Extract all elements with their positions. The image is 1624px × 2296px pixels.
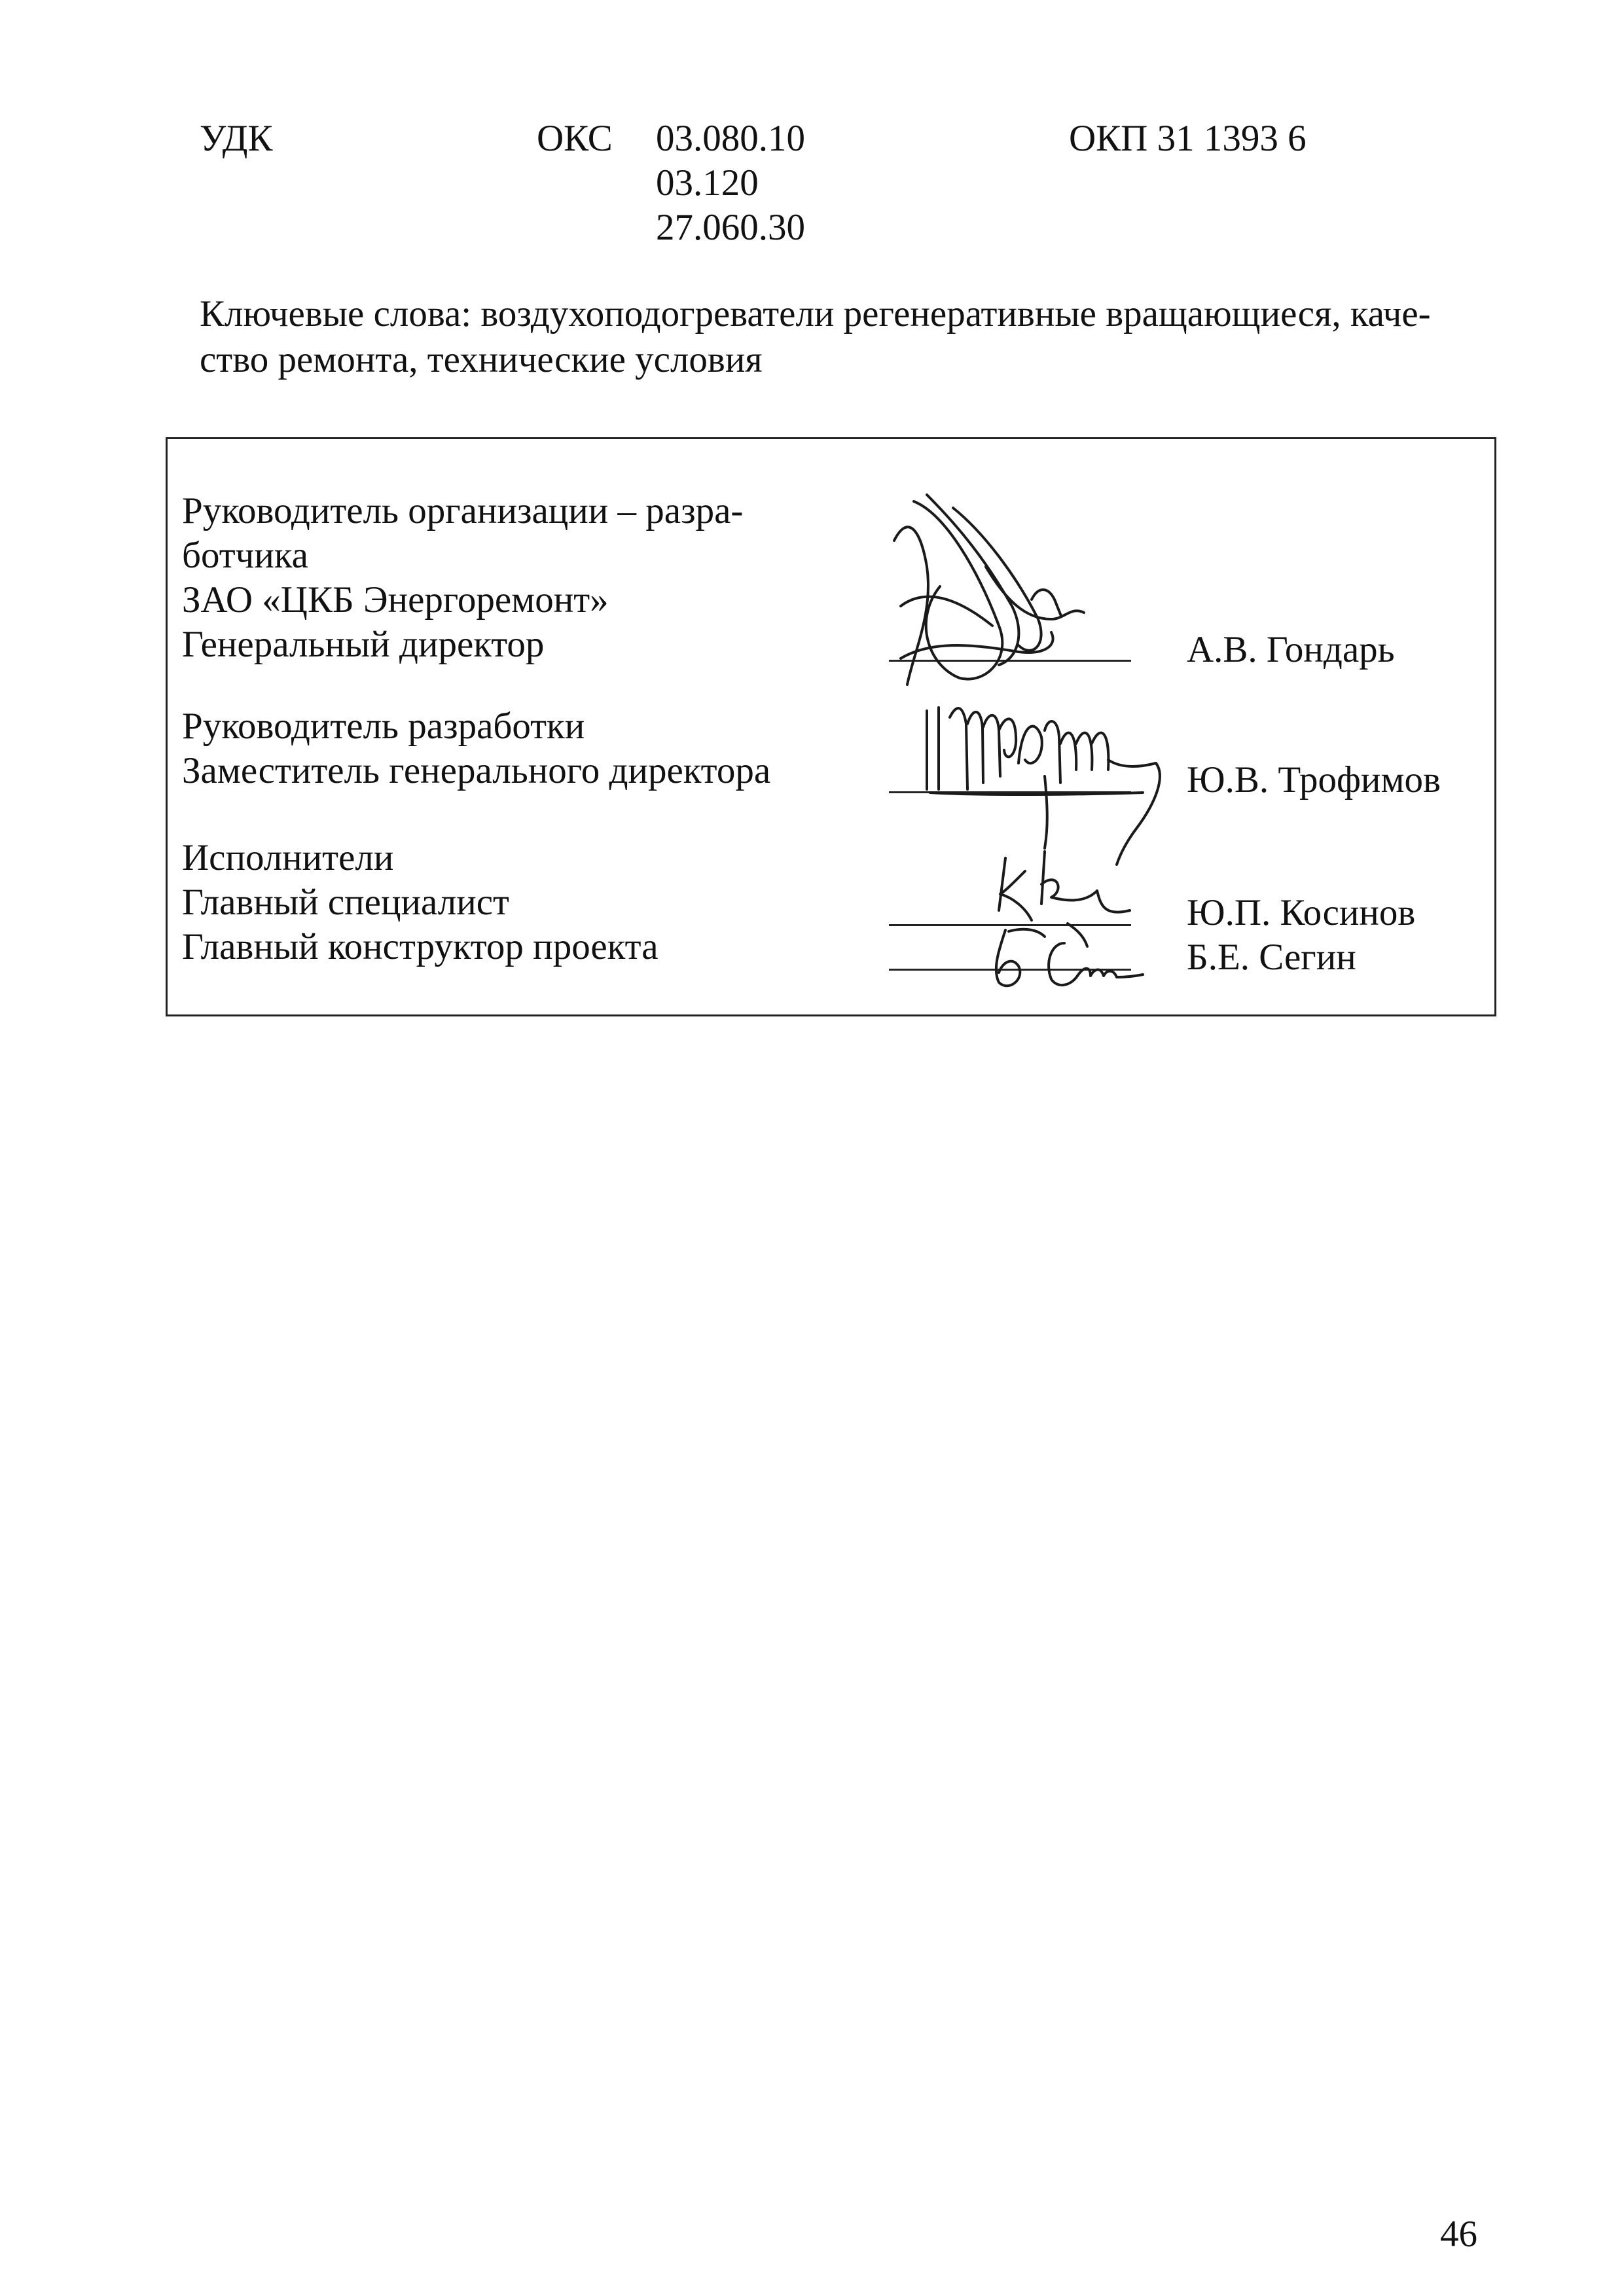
- keywords-line: ство ремонта, технические условия: [200, 339, 763, 380]
- okp-code: ОКП 31 1393 6: [1069, 118, 1307, 159]
- dev-lead-signature: [920, 698, 1202, 868]
- oks-code: 03.120: [656, 162, 759, 204]
- executor-name: Ю.П. Косинов: [1187, 892, 1416, 933]
- keywords-paragraph: [200, 291, 1483, 383]
- head-signature: [888, 488, 1136, 704]
- udk-label: УДК: [200, 118, 273, 159]
- head-position-line: ботчика: [182, 535, 308, 576]
- head-name: А.В. Гондарь: [1187, 629, 1395, 670]
- executor-position: Главный конструктор проекта: [182, 926, 659, 967]
- head-title: Генеральный директор: [182, 624, 545, 665]
- dev-lead-role: Руководитель разработки: [182, 706, 585, 747]
- head-organization: ЗАО «ЦКБ Энергоремонт»: [182, 579, 609, 620]
- executors-heading: Исполнители: [182, 837, 394, 878]
- keywords-line: Ключевые слова: воздухоподогреватели регенеративные вращающиеся, каче-: [200, 293, 1431, 334]
- page-number: 46: [1440, 2214, 1477, 2255]
- dev-lead-name: Ю.В. Трофимов: [1187, 759, 1441, 800]
- oks-code: 03.080.10: [656, 118, 805, 159]
- executor-signature: [979, 917, 1149, 996]
- head-position-line: Руководитель организации – разра-: [182, 490, 744, 531]
- oks-label: ОКС: [537, 118, 613, 159]
- executor-name: Б.Е. Сегин: [1187, 937, 1356, 978]
- dev-lead-title: Заместитель генерального директора: [182, 750, 771, 791]
- executor-position: Главный специалист: [182, 882, 509, 923]
- signature-block: [166, 437, 1496, 1016]
- oks-code: 27.060.30: [656, 207, 805, 248]
